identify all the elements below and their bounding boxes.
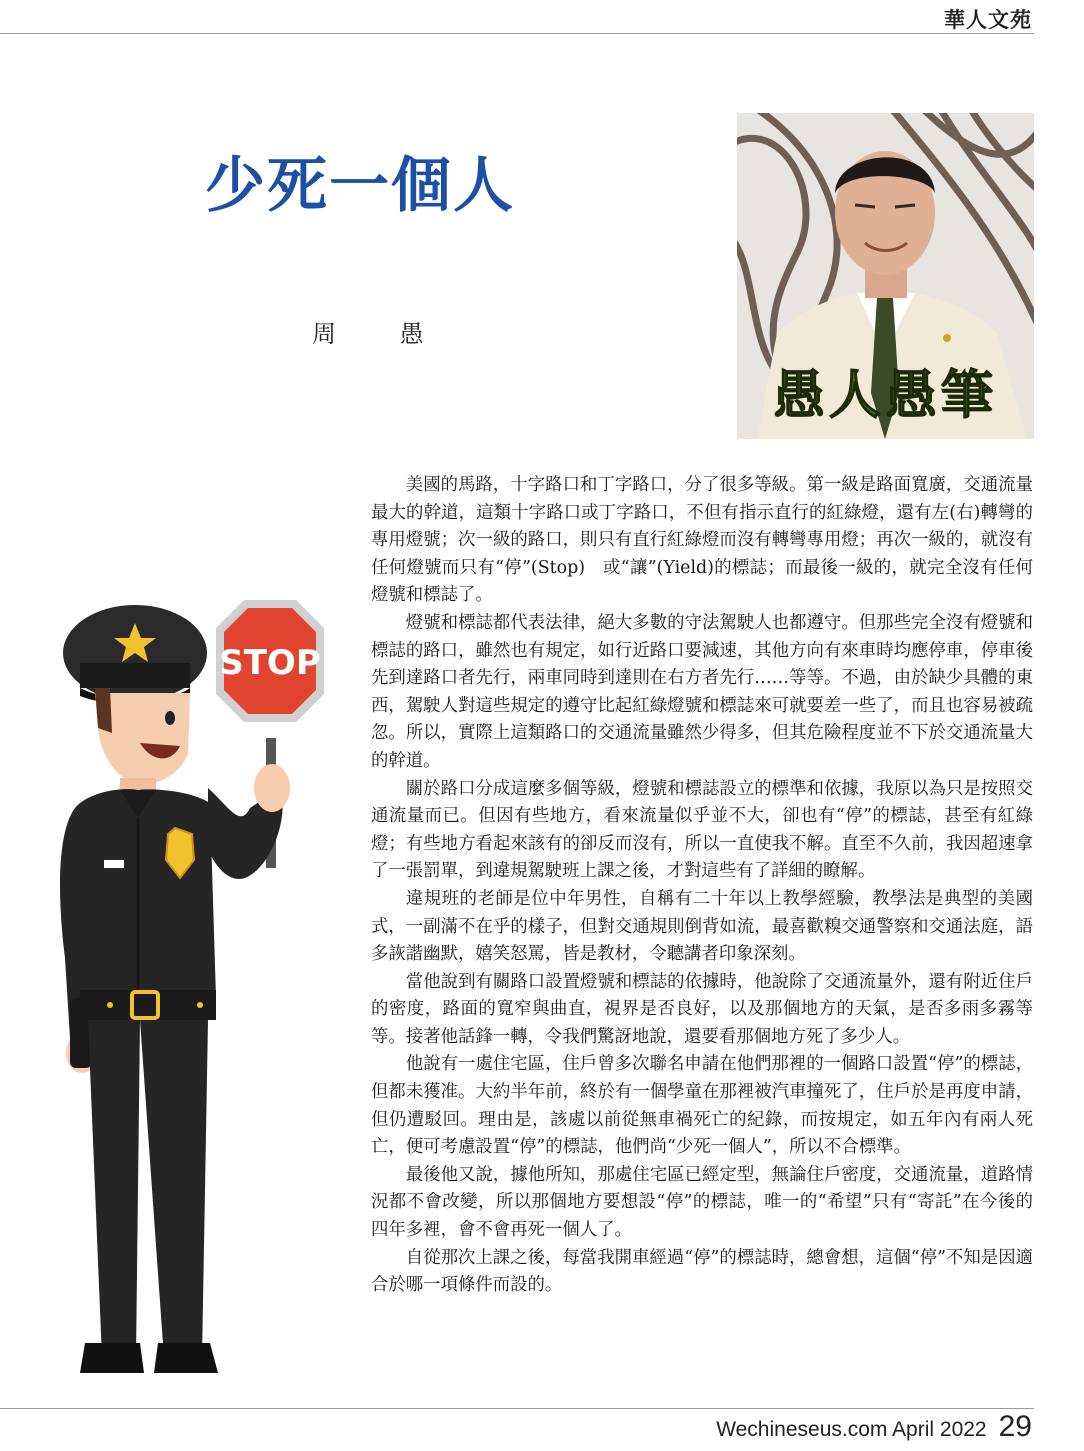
article-paragraph: 美國的馬路，十字路口和丁字路口，分了很多等級。第一級是路面寬廣，交通流量最大的幹道，這類十字路口或丁字路口，不但有指示直行的紅綠燈，還有左(右)轉彎的專用燈號；次一級的路口，則只有直行紅綠燈而沒有轉彎專用燈；再次一級的，就沒有任何燈號而只有“停”(Stop) 或“讓”(Yield)的標誌；而最後一級的，就完全沒有任何燈號和標誌了。 xyxy=(371,475,1033,606)
stop-sign-text: STOP xyxy=(219,643,321,683)
page-number: 29 xyxy=(998,1410,1032,1443)
photo-caption: 愚人愚筆 xyxy=(772,365,998,426)
article-body xyxy=(371,472,1033,1300)
article-paragraph: 燈號和標誌都代表法律，絕大多數的守法駕駛人也都遵守。但那些完全沒有燈號和標誌的路口，雖然也有規定，如行近路口要減速，其他方向有來車時均應停車，停車後先到達路口者先行，兩車同時到達則在右方者先行……等等。不過，由於缺少具體的東西，駕駛人對這些規定的遵守比起紅綠燈號和標誌來可就要差一些了，而且也容易被疏忽。所以，實際上這類路口的交通流量雖然少得多，但其危險程度並不下於交通流量大的幹道。 xyxy=(371,612,1033,771)
police-officer-illustration xyxy=(40,578,340,1378)
article-paragraph: 當他說到有關路口設置燈號和標誌的依據時，他說除了交通流量外，還有附近住戶的密度，路面的寬窄與曲直，視界是否良好，以及那個地方的天氣，是否多雨多霧等等。接著他話鋒一轉，令我們驚訝地說，還要看那個地方死了多少人。 xyxy=(371,971,1033,1047)
header-divider xyxy=(0,33,1034,34)
article-paragraph: 自從那次上課之後，每當我開車經過“停”的標誌時，總會想，這個“停”不知是因適合於哪一項條件而設的。 xyxy=(371,1247,1033,1296)
article-paragraph: 他說有一處住宅區，住戶曾多次聯名申請在他們那裡的一個路口設置“停”的標誌，但都未獲准。大約半年前，終於有一個學童在那裡被汽車撞死了，住戶於是再度申請，但仍遭駁回。理由是，該處以前從無車禍死亡的紀錄，而按規定，如五年內有兩人死亡，便可考慮設置“停”的標誌，他們尚“少死一個人”，所以不合標準。 xyxy=(371,1054,1033,1158)
author-photo xyxy=(737,113,1034,439)
article-paragraph: 違規班的老師是位中年男性，自稱有二十年以上教學經驗，教學法是典型的美國式，一副滿不在乎的樣子，但對交通規則倒背如流，最喜歡糗交通警察和交通法庭，語多詼諧幽默，嬉笑怒罵，皆是教材，令聽講者印象深刻。 xyxy=(371,888,1033,965)
footer-site-date: Wechineseus.com April 2022 xyxy=(716,1418,987,1441)
article-paragraph: 關於路口分成這麼多個等級，燈號和標誌設立的標準和依據，我原以為只是按照交通流量而已。但因有些地方，看來流量似乎並不大，卻也有“停”的標誌，甚至有紅綠燈；有些地方看起來該有的卻反而沒有，所以一直使我不解。直至不久前，我因超速拿了一張罰單，到違規駕駛班上課之後，才對這些有了詳細的瞭解。 xyxy=(371,778,1033,882)
section-header: 華人文苑 xyxy=(944,7,1032,32)
article-paragraph: 最後他又說，據他所知，那處住宅區已經定型，無論住戶密度，交通流量，道路情況都不會改變，所以那個地方要想設“停”的標誌，唯一的“希望”只有“寄託”在今後的四年多裡，會不會再死一個人了。 xyxy=(371,1164,1033,1241)
footer-divider xyxy=(0,1408,1034,1409)
stop-sign-icon xyxy=(216,600,324,722)
article-title: 少死一個人 xyxy=(205,151,515,221)
author-name: 周 愚 xyxy=(312,320,452,348)
page-footer xyxy=(716,1410,1032,1444)
